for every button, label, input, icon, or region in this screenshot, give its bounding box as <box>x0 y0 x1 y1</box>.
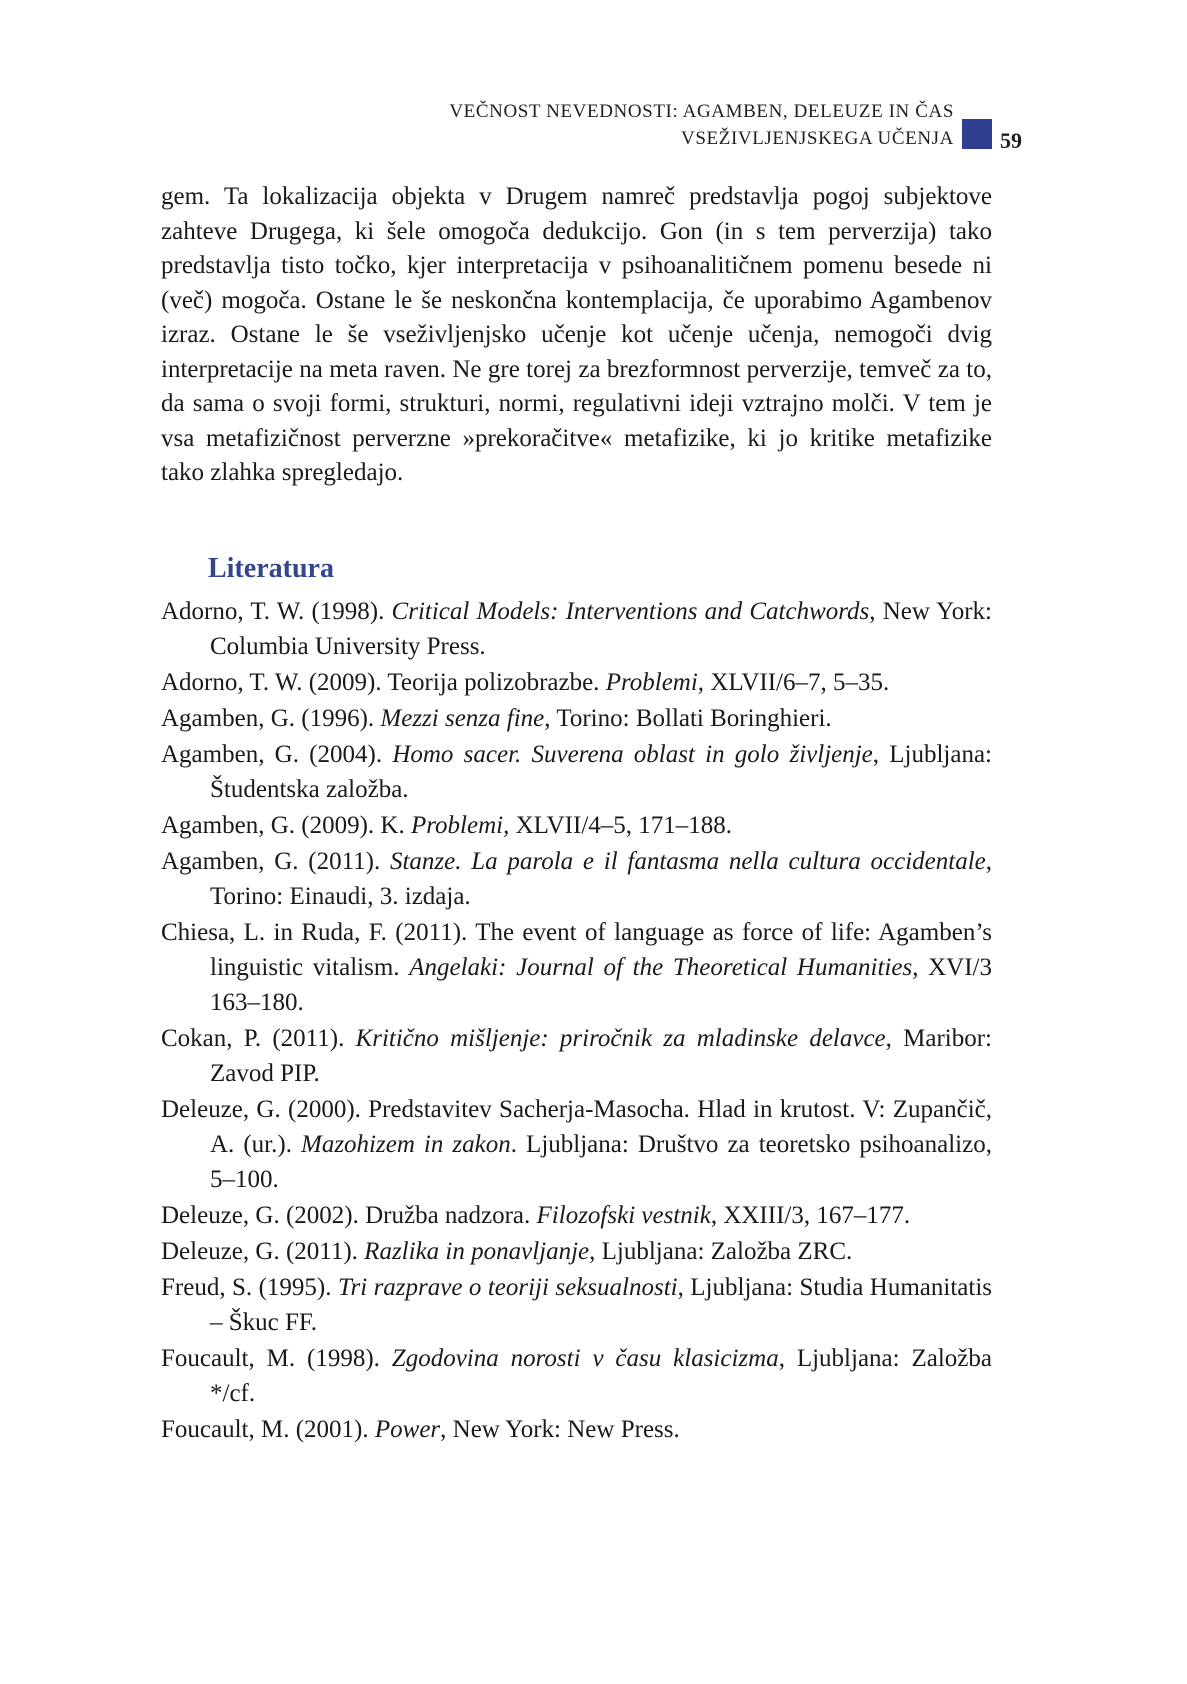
reference-entry <box>161 808 992 843</box>
reference-entry <box>161 1341 992 1411</box>
reference-entry <box>161 915 992 1020</box>
page-number: 59 <box>1000 128 1022 153</box>
reference-title: Angelaki: Journal of the Theoretical Humanities <box>409 954 913 981</box>
reference-entry <box>161 1198 992 1233</box>
reference-author-year: Agamben, G. (2004). <box>161 741 393 768</box>
running-header-line-1: VEČNOST NEVEDNOSTI: AGAMBEN, DELEUZE IN ČAS <box>449 101 954 122</box>
reference-title: Problemi, <box>605 669 705 696</box>
reference-author-year: Chiesa, L. in Ruda, F. (2011). The event of language as force of life: Agamben’s linguistic vitalism. <box>161 919 992 981</box>
reference-entry <box>161 737 992 807</box>
reference-author-year: Deleuze, G. (2000). Predstavitev Sacherja-Masocha. Hlad in krutost. V: Zupančič, A. (ur.). <box>161 1096 992 1158</box>
reference-publication: XLVII/6–7, 5–35. <box>704 669 890 696</box>
reference-title: Mezzi senza fine <box>380 705 545 732</box>
reference-author-year: Agamben, G. (1996). <box>161 705 381 732</box>
reference-publication: , Torino: Einaudi, 3. izdaja. <box>210 848 992 910</box>
reference-publication: , XVI/3 163–180. <box>210 954 992 1016</box>
reference-publication: , Torino: Bollati Boringhieri. <box>544 705 832 732</box>
reference-entry <box>161 1412 992 1447</box>
reference-title: Homo sacer. Suverena oblast in golo življenje <box>392 741 873 768</box>
reference-title: Critical Models: Interventions and Catchwords <box>391 598 870 625</box>
reference-entry <box>161 844 992 914</box>
reference-publication: , XXIII/3, 167–177. <box>710 1202 911 1229</box>
reference-publication: . Ljubljana: Društvo za teoretsko psihoanalizo, 5–100. <box>210 1131 992 1193</box>
reference-author-year: Cokan, P. (2011). <box>161 1025 356 1052</box>
reference-author-year: Agamben, G. (2011). <box>161 848 390 875</box>
reference-author-year: Foucault, M. (1998). <box>161 1345 392 1372</box>
reference-publication: , New York: New Press. <box>440 1416 680 1443</box>
reference-author-year: Freud, S. (1995). <box>161 1274 338 1301</box>
reference-title: Razlika in ponavljanje <box>364 1238 590 1265</box>
body-paragraph: gem. Ta lokalizacija objekta v Drugem namreč predstavlja pogoj subjektove zahteve Drugega, ki šele omogoča dedukcijo. Gon (in s tem perverzija) tako predstavlja tisto točko, kjer interpretacija v psihoanalitičnem pomenu besede ni (več) mogoča. Ostane le še neskončna kontemplacija, če uporabimo Agambenov izraz. Ostane le še vseživljenjsko učenje kot učenje učenja, nemogoči dvig interpretacije na meta raven. Ne gre torej za brezformnost perverzije, temveč za to, da sama o svoji formi, strukturi, normi, regulativni ideji vztrajno molči. V tem je vsa metafizičnost perverzne »prekoračitve« metafizike, ki jo kritike metafizike tako zlahka spregledajo. <box>161 183 992 486</box>
reference-publication: , Ljubljana: Študentska založba. <box>210 741 992 803</box>
reference-title: Tri razprave o teoriji seksualnosti <box>337 1274 678 1301</box>
reference-publication: XLVII/4–5, 171–188. <box>509 812 733 839</box>
reference-entry <box>161 1021 992 1091</box>
reference-entry <box>161 1270 992 1340</box>
reference-title: Power <box>374 1416 441 1443</box>
reference-publication: , New York: Columbia University Press. <box>210 598 992 660</box>
body-text <box>161 180 992 491</box>
reference-entry <box>161 1092 992 1197</box>
reference-title: Mazohizem in zakon <box>301 1131 511 1158</box>
reference-author-year: Deleuze, G. (2011). <box>161 1238 365 1265</box>
running-header <box>449 98 954 152</box>
reference-author-year: Deleuze, G. (2002). Družba nadzora. <box>161 1202 537 1229</box>
reference-title: Stanze. La parola e il fantasma nella cultura occidentale <box>389 848 986 875</box>
reference-publication: , Maribor: Zavod PIP. <box>210 1025 992 1087</box>
literature-heading: Literatura <box>208 553 334 584</box>
reference-author-year: Adorno, T. W. (1998). <box>161 598 392 625</box>
reference-title: Zgodovina norosti v času klasicizma <box>391 1345 779 1372</box>
reference-entry <box>161 1234 992 1269</box>
reference-title: Problemi, <box>410 812 510 839</box>
reference-title: Kritično mišljenje: priročnik za mladinske delavce <box>355 1025 886 1052</box>
reference-entry <box>161 665 992 700</box>
reference-author-year: Adorno, T. W. (2009). Teorija polizobrazbe. <box>161 669 606 696</box>
reference-title: Filozofski vestnik <box>536 1202 711 1229</box>
reference-publication: , Ljubljana: Založba ZRC. <box>589 1238 853 1265</box>
reference-list <box>161 594 992 1448</box>
reference-author-year: Agamben, G. (2009). K. <box>161 812 411 839</box>
header-marker-square <box>962 119 992 149</box>
reference-publication: , Ljubljana: Studia Humanitatis – Škuc FF. <box>210 1274 992 1336</box>
reference-entry <box>161 594 992 664</box>
reference-publication: , Ljubljana: Založba */cf. <box>210 1345 992 1407</box>
reference-entry <box>161 701 992 736</box>
reference-author-year: Foucault, M. (2001). <box>161 1416 375 1443</box>
running-header-line-2: VSEŽIVLJENJSKEGA UČENJA <box>681 128 954 149</box>
